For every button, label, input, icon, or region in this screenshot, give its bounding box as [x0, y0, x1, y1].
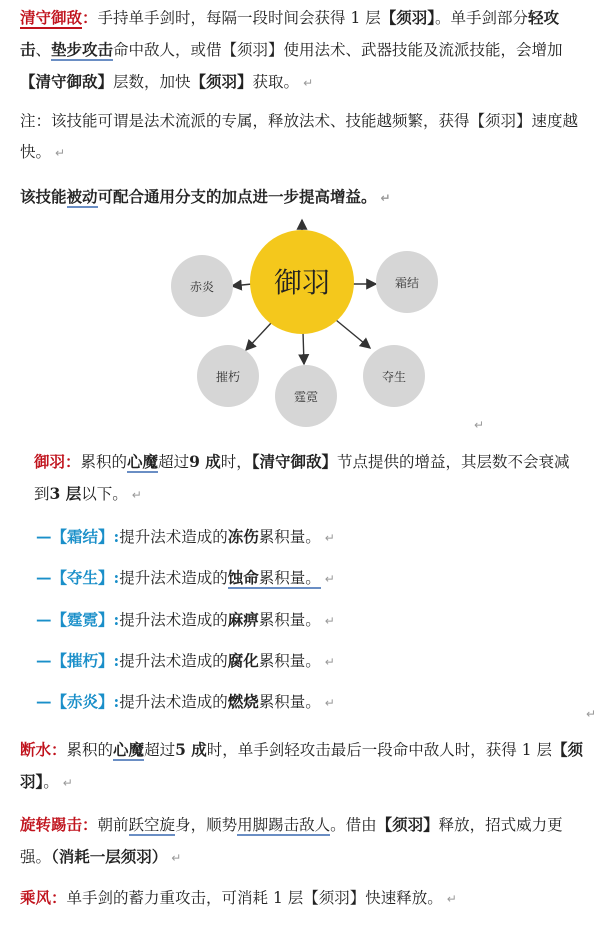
note-text: 注：该技能可谓是法术流派的专属，释放法术、技能越频繁，获得【须羽】速度越快。 — [20, 112, 579, 161]
effect: 冻伤 — [227, 527, 259, 546]
effect: 蚀命 — [227, 568, 259, 587]
paragraph-mark-icon: ↵ — [474, 418, 485, 432]
paragraph-mark-icon: ↵ — [303, 76, 314, 90]
text: 朝前 — [97, 816, 129, 834]
branch-name: —【夺生】: — [36, 568, 120, 587]
node-label: 霆霓 — [293, 390, 319, 404]
text: 层数，加快 — [113, 73, 191, 91]
paragraph-qingshou: 清守御敌：手持单手剑时，每隔一段时间会获得 1 层【须羽】。单手剑部分轻攻击、垫步攻击命中敌人，或借【须羽】使用法术、武器技能及流派技能，会增加【清守御敌】层数，加快【须羽】获取。 ↵ — [20, 8, 563, 91]
paragraph-mark-icon: ↵ — [171, 851, 182, 865]
keyword: （消耗一层须羽） — [51, 847, 168, 866]
text: 。单手剑部分 — [435, 9, 529, 27]
paragraph-mark-icon: ↵ — [55, 146, 66, 160]
paragraph-mark-icon: ↵ — [586, 707, 597, 721]
keyword: 【须羽】 — [380, 8, 436, 27]
paragraph-mark-icon: ↵ — [324, 696, 335, 710]
text: 以下。 — [81, 485, 128, 503]
effect: 燃烧 — [227, 692, 259, 711]
keyword: 【清守御敌】 — [20, 72, 114, 91]
paragraph-mark-icon: ↵ — [324, 531, 335, 545]
text: 可配合通用分支的加点进一步提高增益。 — [97, 187, 377, 206]
paragraph-mark-icon: ↵ — [62, 776, 73, 790]
keyword: 心魔 — [127, 452, 159, 471]
text: 超过 — [144, 741, 176, 759]
paragraph-mark-icon: ↵ — [380, 191, 391, 205]
text: 累积的 — [80, 453, 128, 471]
text: 时，单手剑轻攻击最后一段命中敌人时，获得 1 层 — [206, 741, 552, 759]
branch-item — [36, 646, 576, 677]
text: 用脚踢击敌人 — [237, 816, 331, 834]
text: 。借由 — [330, 816, 377, 834]
effect: 麻痹 — [227, 610, 259, 629]
keyword: 被动 — [66, 187, 98, 206]
paragraph-chengfeng: 乘风：单手剑的蓄力重攻击，可消耗 1 层【须羽】快速释放。 ↵ — [20, 888, 457, 907]
skill-name: 旋转踢击 — [20, 815, 83, 834]
skill-name: 清守御敌 — [20, 8, 83, 27]
text: 累积量。 — [258, 569, 321, 587]
paragraph-mark-icon: ↵ — [324, 655, 335, 669]
paragraph-mark-icon: ↵ — [131, 488, 142, 502]
text: 手持单手剑时，每隔一段时间会获得 1 层 — [97, 9, 381, 27]
paragraph-yuyu: 御羽：累积的心魔超过9 成时，【清守御敌】节点提供的增益，其层数不会衰减到3 层以下。 ↵ — [34, 452, 570, 503]
branch-item — [36, 563, 576, 594]
note-paragraph — [20, 106, 585, 169]
text: 。 — [43, 773, 59, 791]
node-label: 摧朽 — [215, 370, 241, 384]
keyword: 轻攻击 — [20, 8, 560, 59]
text: 获取。 — [252, 73, 300, 91]
keyword: 【清守御敌】 — [251, 452, 338, 471]
paragraph-mark-icon: ↵ — [324, 572, 335, 586]
text: 命中敌人，或借【须羽】使用法术、武器技能及流派技能，会增加 — [113, 41, 563, 59]
text: 累积量。 — [258, 652, 321, 670]
text: 身，顺势 — [175, 816, 238, 834]
keyword: 【须羽】 — [376, 815, 439, 834]
branch-item — [36, 687, 576, 718]
node-label: 霜结 — [394, 276, 420, 290]
keyword: 【须羽】 — [20, 740, 583, 791]
center-node-label: 御羽 — [273, 266, 331, 299]
text: 、 — [35, 41, 52, 59]
node-label: 赤炎 — [189, 280, 215, 294]
branch-name: —【霆霓】: — [36, 610, 120, 629]
keyword: 9 成 — [189, 452, 221, 471]
skill-name: 乘风 — [20, 888, 52, 907]
paragraph-duanshui: 断水：累积的心魔超过5 成时，单手剑轻攻击最后一段命中敌人时，获得 1 层【须羽】。 ↵ — [20, 740, 583, 791]
branch-item — [36, 605, 576, 636]
text: 累积的 — [66, 741, 114, 759]
text: 时， — [220, 453, 252, 471]
keyword: 垫步攻击 — [51, 40, 114, 59]
node-label: 夺生 — [381, 370, 407, 384]
text: 提升法术造成的 — [119, 569, 228, 587]
branch-name: —【霜结】: — [36, 527, 120, 546]
text: 提升法术造成的 — [119, 528, 228, 546]
keyword: 【须羽】 — [190, 72, 253, 91]
text: 提升法术造成的 — [119, 693, 228, 711]
text: 累积量。 — [258, 693, 321, 711]
text: 节点提供的增益，其层数不会衰减到 — [34, 453, 570, 503]
branch-item — [36, 522, 576, 553]
text: 累积量。 — [258, 611, 321, 629]
text: 提升法术造成的 — [119, 652, 228, 670]
keyword: 5 成 — [175, 740, 207, 759]
skill-name: 御羽 — [34, 452, 66, 471]
effect: 腐化 — [227, 651, 259, 670]
skill-diagram — [160, 218, 470, 433]
branch-name: —【摧朽】: — [36, 651, 120, 670]
passive-paragraph — [20, 181, 585, 214]
text: 超过 — [158, 453, 190, 471]
keyword: 3 层 — [49, 484, 82, 503]
branch-name: —【赤炎】: — [36, 692, 120, 711]
text: 累积量。 — [258, 528, 321, 546]
skill-name: 断水 — [20, 740, 52, 759]
paragraph-xuanzhuan: 旋转踢击：朝前跃空旋身，顺势用脚踢击敌人。借由【须羽】释放，招式威力更强。（消耗一层须羽） ↵ — [20, 815, 563, 866]
text: 释放，招式威力更强。 — [20, 816, 563, 866]
paragraph-mark-icon: ↵ — [446, 892, 457, 906]
text: 提升法术造成的 — [119, 611, 228, 629]
text: 单手剑的蓄力重攻击，可消耗 1 层【须羽】快速释放。 — [66, 889, 443, 907]
text: 该技能 — [20, 187, 67, 206]
paragraph-mark-icon: ↵ — [324, 614, 335, 628]
text: 跃空旋 — [128, 816, 176, 834]
keyword: 心魔 — [113, 740, 145, 759]
